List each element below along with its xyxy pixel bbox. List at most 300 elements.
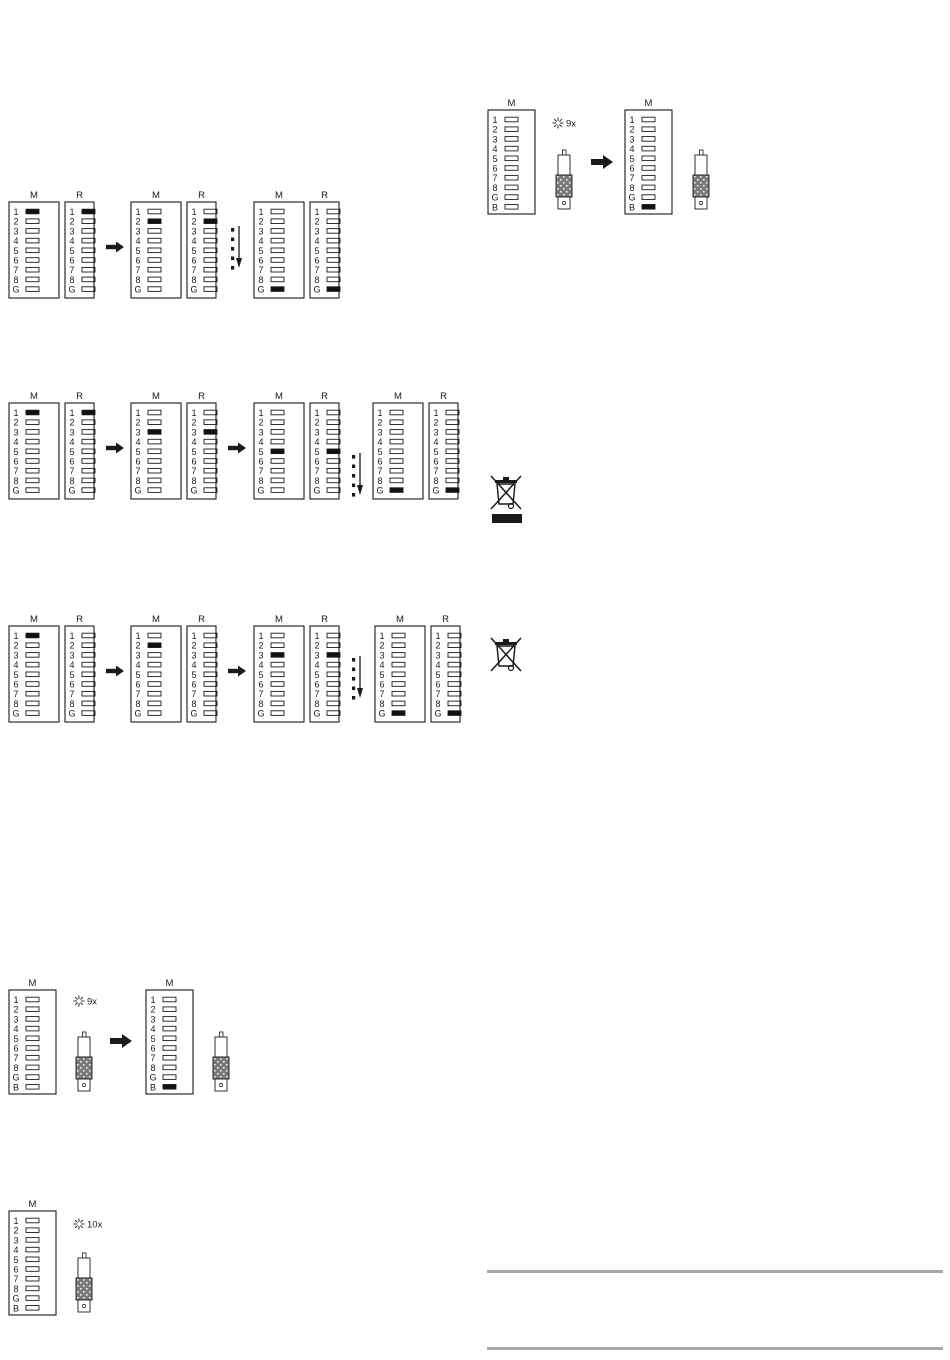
r-indicator [448, 682, 461, 687]
r-row-label: 6 [191, 456, 197, 467]
m-row-label: 6 [258, 679, 264, 690]
m-indicator [26, 439, 39, 444]
m-row-label: 5 [379, 669, 385, 680]
m-row-label: G [376, 485, 384, 496]
m-column-header: M [30, 614, 38, 625]
blink-count-label: 9x [87, 996, 98, 1008]
r-indicator [204, 468, 217, 473]
m-column-header: M [275, 614, 283, 625]
m-indicator [390, 478, 403, 483]
m-indicator [271, 662, 284, 667]
r-indicator [204, 248, 217, 253]
m-row-label: 7 [377, 466, 383, 477]
m-row-label: 8 [13, 698, 19, 709]
panel-2-2 [254, 614, 340, 722]
r-row-label: 1 [191, 631, 197, 641]
r-row-label: 5 [435, 669, 441, 680]
r-row-label: 8 [69, 698, 75, 709]
r-row-label: 3 [314, 650, 320, 661]
r-indicator [82, 459, 95, 464]
m-row-label: G [257, 708, 265, 719]
m-indicator [392, 653, 405, 658]
r-indicator [204, 653, 217, 658]
m-indicator [148, 229, 161, 234]
r-indicator-lit [82, 209, 95, 214]
m-indicator [148, 711, 161, 716]
r-row-label: 6 [314, 255, 320, 266]
m-row-label: 5 [377, 446, 383, 457]
m-indicator [26, 488, 39, 493]
m-row-label: 6 [379, 679, 385, 690]
r-row-label: 6 [191, 255, 197, 266]
m-row-label: 2 [13, 1004, 19, 1015]
m-row-label: 6 [258, 255, 264, 266]
r-indicator [82, 449, 95, 454]
r-row-label: 1 [435, 631, 441, 641]
m-indicator [148, 238, 161, 243]
r-row-label: G [190, 708, 198, 719]
m-indicator [26, 1218, 39, 1223]
r-column-header: R [76, 391, 83, 402]
m-row-label: 1 [629, 115, 635, 125]
m-indicator [505, 166, 518, 171]
m-row-label: 6 [150, 1043, 156, 1054]
r-row-label: G [313, 284, 321, 295]
r-indicator [204, 488, 217, 493]
m-indicator [26, 1247, 39, 1252]
m-row-label: 8 [492, 182, 498, 193]
m-indicator [148, 478, 161, 483]
m-row-label: 4 [258, 437, 264, 448]
m-indicator [271, 229, 284, 234]
m-column-header: M [28, 978, 37, 989]
m-indicator [392, 643, 405, 648]
dotted-down-arrow-icon [231, 226, 242, 270]
r-indicator [448, 691, 461, 696]
m-column-header: M [152, 614, 160, 625]
m-indicator [271, 439, 284, 444]
m-indicator [505, 175, 518, 180]
r-indicator [327, 258, 340, 263]
m-indicator [271, 277, 284, 282]
r-indicator [82, 701, 95, 706]
m-row-label: 6 [377, 456, 383, 467]
r-row-label: 1 [69, 631, 75, 641]
r-row-label: 7 [69, 466, 75, 477]
r-column-header: R [321, 391, 328, 402]
m-indicator [26, 277, 39, 282]
m-row-label: 2 [379, 640, 385, 651]
m-row-label: 7 [135, 689, 141, 700]
m-column-header: M [275, 190, 283, 201]
m-row-label: 4 [135, 437, 141, 448]
m-indicator-lit [148, 643, 161, 648]
m-row-label: 4 [258, 236, 264, 247]
m-indicator-lit [642, 205, 655, 210]
r-row-label: 7 [314, 466, 320, 477]
m-row-label: 8 [13, 475, 19, 486]
m-row-label: 4 [13, 236, 19, 247]
m-indicator [642, 156, 655, 161]
r-indicator [82, 258, 95, 263]
crossed-out-wheeled-bin-icon [491, 638, 521, 671]
m-indicator [148, 209, 161, 214]
m-row-label: 8 [258, 274, 264, 285]
m-row-label: 3 [629, 134, 635, 145]
m-indicator [26, 1046, 39, 1051]
m-row-label: 3 [150, 1014, 156, 1025]
m-indicator [148, 682, 161, 687]
r-row-label: 7 [191, 466, 197, 477]
battery-9x-panel-after [146, 978, 193, 1094]
m-row-label: 3 [135, 226, 141, 237]
m-indicator [26, 1026, 39, 1031]
m-row-label: 3 [13, 427, 19, 438]
m-indicator [26, 468, 39, 473]
m-row-label: 8 [150, 1062, 156, 1073]
m-row-label: 3 [379, 650, 385, 661]
m-row-label: 2 [258, 417, 264, 428]
r-row-label: 2 [191, 216, 197, 227]
m-indicator [26, 238, 39, 243]
m-indicator-lit [26, 410, 39, 415]
m-row-label: 7 [13, 1274, 19, 1285]
m-row-label: 3 [258, 650, 264, 661]
m-row-label: G [12, 708, 20, 719]
r-indicator-lit [448, 711, 461, 716]
m-indicator [390, 459, 403, 464]
m-row-label: 7 [13, 689, 19, 700]
m-indicator [505, 127, 518, 132]
blink-indicator [553, 118, 577, 130]
r-row-label: 7 [191, 689, 197, 700]
r-row-label: 5 [69, 446, 75, 457]
m-indicator [163, 1036, 176, 1041]
r-row-label: 4 [433, 437, 439, 448]
m-indicator-lit [392, 711, 405, 716]
r-row-label: 7 [314, 265, 320, 276]
r-indicator [327, 633, 340, 638]
m-row-label: 3 [377, 427, 383, 438]
m-row-label: 5 [492, 153, 498, 164]
m-column-header: M [165, 978, 174, 989]
m-indicator-lit [271, 653, 284, 658]
m-row-label: 8 [13, 1283, 19, 1294]
divider-rule [487, 1347, 943, 1350]
r-row-label: 4 [69, 437, 75, 448]
m-row-label: 2 [135, 640, 141, 651]
m-indicator [505, 117, 518, 122]
m-indicator [26, 1286, 39, 1291]
m-row-label: 5 [258, 245, 264, 256]
r-row-label: 4 [69, 236, 75, 247]
r-row-label: 1 [191, 207, 197, 217]
r-row-label: 8 [433, 475, 439, 486]
r-row-label: 3 [314, 427, 320, 438]
r-indicator [82, 662, 95, 667]
m-row-label: 7 [492, 173, 498, 184]
m-indicator [26, 1228, 39, 1233]
blink-indicator [74, 996, 98, 1008]
r-row-label: 3 [69, 226, 75, 237]
m-indicator [390, 468, 403, 473]
m-indicator [148, 277, 161, 282]
r-row-label: 5 [191, 446, 197, 457]
m-row-label: 4 [135, 660, 141, 671]
right-arrow-icon [228, 666, 246, 677]
m-indicator-lit [271, 449, 284, 454]
m-row-label: 4 [13, 1245, 19, 1256]
m-indicator [390, 449, 403, 454]
r-row-label: 6 [69, 456, 75, 467]
sun-blink-icon [74, 996, 85, 1007]
r-column-header: R [198, 190, 205, 201]
battery-icon [556, 150, 572, 209]
m-indicator [163, 1046, 176, 1051]
r-row-label: G [68, 485, 76, 496]
m-row-label: 2 [629, 124, 635, 135]
r-row-label: G [432, 485, 440, 496]
m-row-label: 7 [258, 265, 264, 276]
r-row-label: 4 [314, 236, 320, 247]
m-indicator [642, 117, 655, 122]
m-row-label: 5 [13, 446, 19, 457]
m-indicator [26, 672, 39, 677]
battery-9x-right-panel-after [625, 98, 672, 214]
m-row-label: 1 [13, 207, 19, 217]
m-column-header: M [507, 98, 516, 109]
blink-count-label: 9x [566, 118, 577, 130]
r-indicator [204, 691, 217, 696]
m-indicator [271, 672, 284, 677]
r-indicator [204, 238, 217, 243]
m-row-label: 6 [13, 1264, 19, 1275]
m-indicator [148, 287, 161, 292]
r-indicator [82, 229, 95, 234]
m-column-header: M [275, 391, 283, 402]
r-indicator [327, 701, 340, 706]
m-row-label: G [134, 284, 142, 295]
r-row-label: 4 [314, 437, 320, 448]
r-row-label: 5 [314, 446, 320, 457]
r-indicator [204, 478, 217, 483]
m-row-label: 6 [492, 163, 498, 174]
m-row-label: 6 [13, 679, 19, 690]
m-indicator-lit [163, 1085, 176, 1090]
m-indicator [148, 662, 161, 667]
r-indicator [204, 410, 217, 415]
r-row-label: 7 [191, 265, 197, 276]
m-row-label: 2 [377, 417, 383, 428]
r-indicator [327, 459, 340, 464]
m-row-label: 7 [629, 173, 635, 184]
m-row-label: G [378, 708, 386, 719]
m-row-label: 5 [135, 669, 141, 680]
r-row-label: 6 [314, 679, 320, 690]
m-indicator [505, 137, 518, 142]
r-indicator [82, 219, 95, 224]
m-indicator [26, 219, 39, 224]
m-row-label: G [628, 192, 636, 203]
m-indicator [505, 156, 518, 161]
m-row-label: 7 [13, 466, 19, 477]
r-row-label: 1 [191, 408, 197, 418]
r-indicator-lit [327, 449, 340, 454]
panel-2-1 [131, 614, 217, 722]
m-indicator [26, 1306, 39, 1311]
r-column-header: R [321, 190, 328, 201]
r-row-label: 2 [314, 640, 320, 651]
m-row-label: 5 [135, 446, 141, 457]
r-indicator [327, 711, 340, 716]
r-row-label: 2 [69, 640, 75, 651]
r-row-label: 2 [314, 216, 320, 227]
m-indicator [148, 459, 161, 464]
r-indicator [204, 258, 217, 263]
m-row-label: 4 [377, 437, 383, 448]
r-indicator [82, 682, 95, 687]
r-row-label: 2 [191, 640, 197, 651]
r-row-label: 4 [191, 660, 197, 671]
m-indicator [505, 195, 518, 200]
m-row-label: 2 [258, 216, 264, 227]
m-indicator [148, 258, 161, 263]
m-row-label: 8 [629, 182, 635, 193]
r-indicator [446, 449, 459, 454]
r-indicator [327, 672, 340, 677]
r-row-label: 3 [69, 427, 75, 438]
r-indicator [327, 248, 340, 253]
r-row-label: G [190, 485, 198, 496]
m-indicator [271, 488, 284, 493]
m-indicator [148, 410, 161, 415]
m-row-label: 4 [492, 144, 498, 155]
r-indicator [82, 439, 95, 444]
m-row-label: G [491, 192, 499, 203]
r-indicator [327, 267, 340, 272]
m-row-label: G [257, 485, 265, 496]
r-indicator [204, 277, 217, 282]
m-indicator [271, 267, 284, 272]
r-indicator [327, 439, 340, 444]
m-row-label: 3 [135, 427, 141, 438]
m-row-label: 5 [13, 1254, 19, 1265]
blink-count-label: 10x [87, 1219, 103, 1231]
m-indicator [505, 185, 518, 190]
m-row-label: 8 [135, 475, 141, 486]
m-indicator [26, 1238, 39, 1243]
m-row-label: G [12, 284, 20, 295]
m-row-label: 2 [13, 640, 19, 651]
m-column-header: M [30, 190, 38, 201]
right-arrow-icon [591, 155, 613, 169]
m-indicator [390, 430, 403, 435]
m-indicator [642, 175, 655, 180]
r-row-label: 3 [435, 650, 441, 661]
r-row-label: G [68, 284, 76, 295]
r-indicator [327, 229, 340, 234]
m-row-label: 5 [258, 669, 264, 680]
m-indicator [148, 691, 161, 696]
m-row-label: 3 [492, 134, 498, 145]
m-row-label: 3 [13, 1235, 19, 1246]
r-column-header: R [198, 391, 205, 402]
m-row-label: G [134, 485, 142, 496]
r-indicator [446, 459, 459, 464]
m-indicator [163, 1075, 176, 1080]
m-row-label: B [628, 202, 636, 213]
r-row-label: 6 [69, 255, 75, 266]
m-indicator [148, 633, 161, 638]
m-indicator [390, 439, 403, 444]
m-indicator [271, 219, 284, 224]
m-row-label: 6 [13, 456, 19, 467]
m-indicator [148, 672, 161, 677]
m-indicator [392, 682, 405, 687]
m-row-label: 4 [150, 1024, 156, 1035]
m-indicator-lit [148, 219, 161, 224]
m-indicator [26, 997, 39, 1002]
r-indicator-lit [204, 219, 217, 224]
r-column-header: R [76, 190, 83, 201]
m-row-label: 5 [13, 1033, 19, 1044]
right-arrow-icon [106, 666, 124, 677]
right-arrow-icon [106, 242, 124, 253]
m-row-label: 8 [377, 475, 383, 486]
r-row-label: 4 [191, 236, 197, 247]
divider-rule [487, 1270, 943, 1273]
m-row-label: 3 [13, 1014, 19, 1025]
m-indicator [26, 701, 39, 706]
m-indicator [163, 1007, 176, 1012]
m-row-label: 1 [13, 995, 19, 1005]
m-row-label: 1 [150, 995, 156, 1005]
r-row-label: G [190, 284, 198, 295]
battery-9x-right-panel-before [488, 98, 535, 214]
m-indicator [392, 633, 405, 638]
m-row-label: 1 [258, 207, 264, 217]
r-row-label: 5 [433, 446, 439, 457]
r-row-label: 8 [69, 475, 75, 486]
m-indicator [148, 267, 161, 272]
r-row-label: 2 [191, 417, 197, 428]
r-indicator [448, 653, 461, 658]
m-row-label: 7 [258, 466, 264, 477]
r-row-label: 4 [314, 660, 320, 671]
m-row-label: 8 [258, 475, 264, 486]
r-indicator-lit [82, 410, 95, 415]
r-indicator [446, 420, 459, 425]
m-indicator [148, 653, 161, 658]
r-row-label: 2 [314, 417, 320, 428]
r-row-label: 2 [69, 417, 75, 428]
right-arrow-icon [228, 443, 246, 454]
m-indicator [148, 701, 161, 706]
battery-icon [213, 1032, 229, 1091]
r-indicator [327, 238, 340, 243]
m-row-label: 2 [135, 417, 141, 428]
r-indicator [82, 488, 95, 493]
battery-icon [76, 1253, 92, 1312]
r-indicator [204, 420, 217, 425]
m-row-label: 8 [13, 1062, 19, 1073]
m-row-label: G [149, 1072, 157, 1083]
m-indicator [271, 633, 284, 638]
m-row-label: 7 [258, 689, 264, 700]
m-indicator [148, 488, 161, 493]
m-row-label: 3 [258, 226, 264, 237]
r-row-label: 5 [191, 245, 197, 256]
